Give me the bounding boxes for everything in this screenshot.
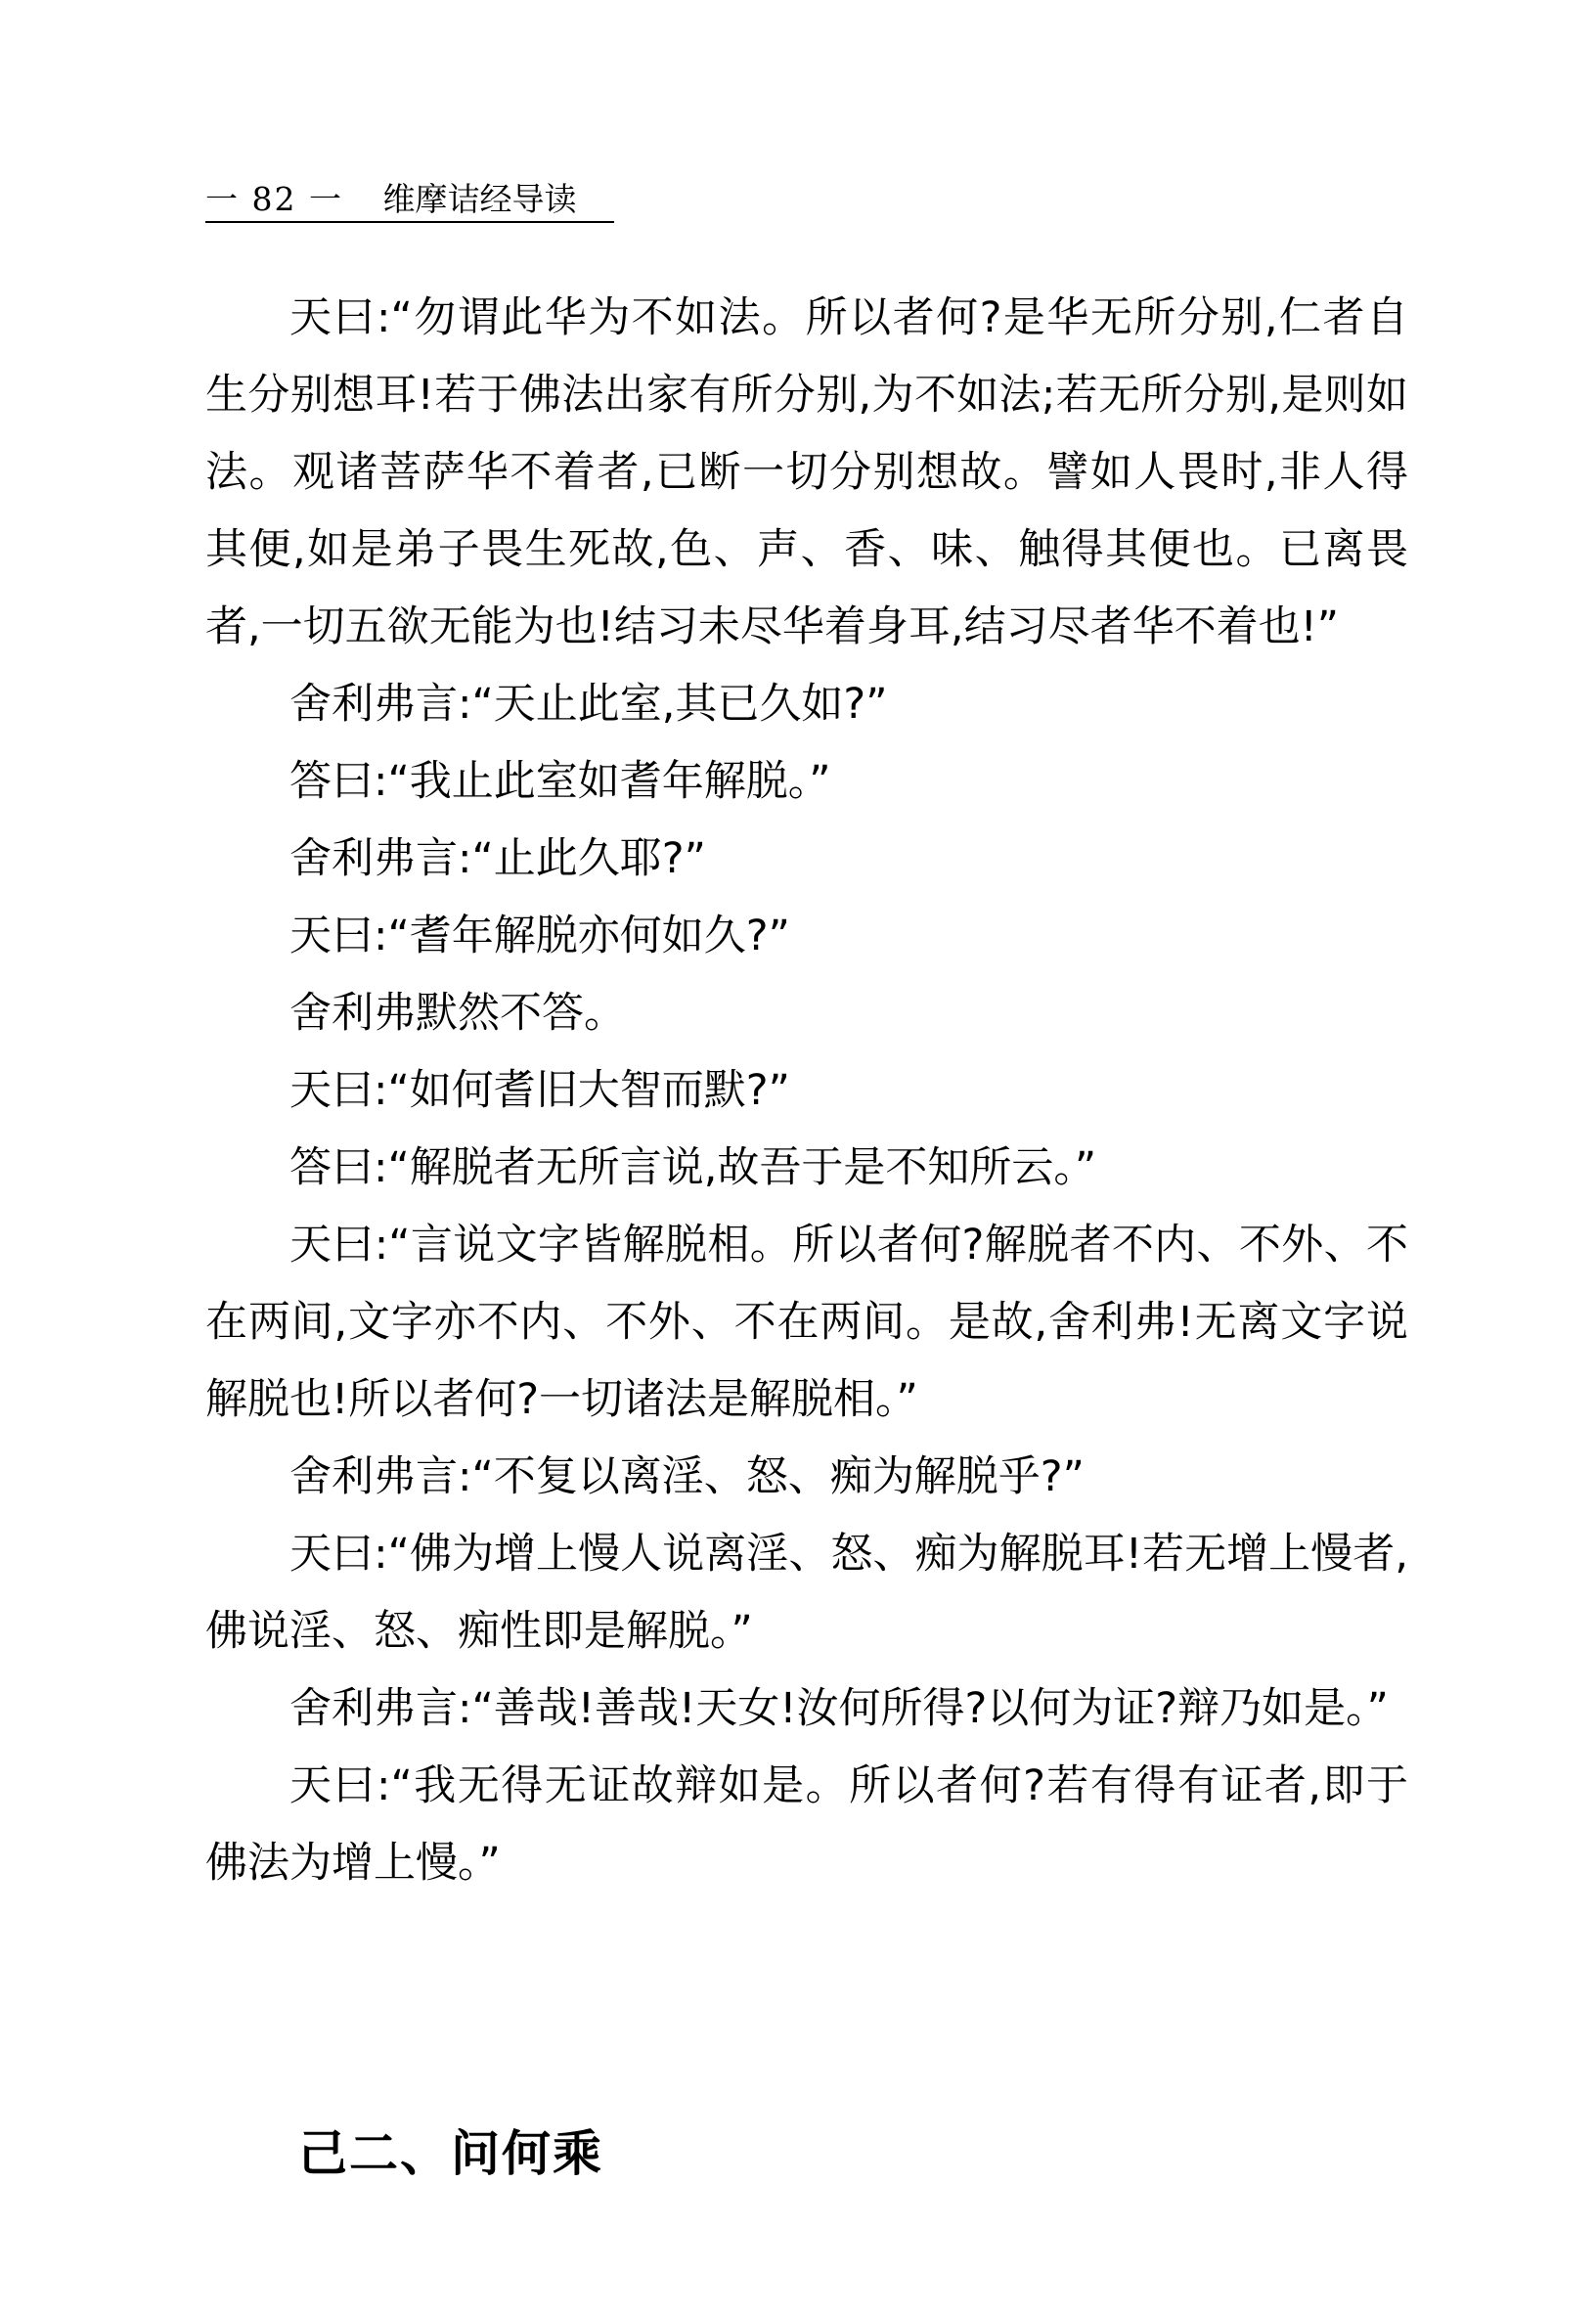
paragraph: 天曰:“佛为增上慢人说离淫、怒、痴为解脱耳!若无增上慢者,佛说淫、怒、痴性即是解脱。” bbox=[205, 1530, 1408, 1656]
paragraph: 天曰:“我无得无证故辩如是。所以者何?若有得有证者,即于佛法为增上慢。” bbox=[205, 1761, 1408, 1888]
book-title: 维摩诘经导读 bbox=[382, 180, 577, 218]
paragraph: 答曰:“解脱者无所言说,故吾于是不知所云。” bbox=[289, 1143, 1097, 1192]
paragraph: 天曰:“言说文字皆解脱相。所以者何?解脱者不内、不外、不在两间,文字亦不内、不外、不在两间。是故,舍利弗!无离文字说解脱也!所以者何?一切诸法是解脱相。” bbox=[205, 1221, 1408, 1424]
running-header bbox=[205, 174, 616, 225]
section-heading: 己二、问何乘 bbox=[298, 2125, 603, 2182]
header-rule bbox=[205, 221, 614, 223]
paragraph: 舍利弗言:“不复以离淫、怒、痴为解脱乎?” bbox=[289, 1452, 1085, 1501]
paragraph: 舍利弗默然不答。 bbox=[289, 989, 626, 1038]
page-number: 一 82 一 bbox=[205, 180, 343, 218]
paragraph: 天曰:“如何耆旧大智而默?” bbox=[289, 1066, 790, 1115]
paragraph: 天曰:“勿谓此华为不如法。所以者何?是华无所分别,仁者自生分别想耳!若于佛法出家有所分别,为不如法;若无所分别,是则如法。观诸菩萨华不着者,已断一切分别想故。譬如人畏时,非人得其便,如是弟子畏生死故,色、声、香、味、触得其便也。已离畏者,一切五欲无能为也!结习未尽华着身耳,结习尽者华不着也!” bbox=[205, 293, 1408, 651]
paragraph: 舍利弗言:“天止此室,其已久如?” bbox=[289, 680, 888, 729]
body-text bbox=[205, 280, 1408, 1902]
paragraph: 天曰:“耆年解脱亦何如久?” bbox=[289, 912, 790, 960]
paragraph: 舍利弗言:“善哉!善哉!天女!汝何所得?以何为证?辩乃如是。” bbox=[289, 1684, 1389, 1733]
paragraph: 舍利弗言:“止此久耶?” bbox=[289, 834, 706, 883]
paragraph: 答曰:“我止此室如耆年解脱。” bbox=[289, 757, 831, 806]
